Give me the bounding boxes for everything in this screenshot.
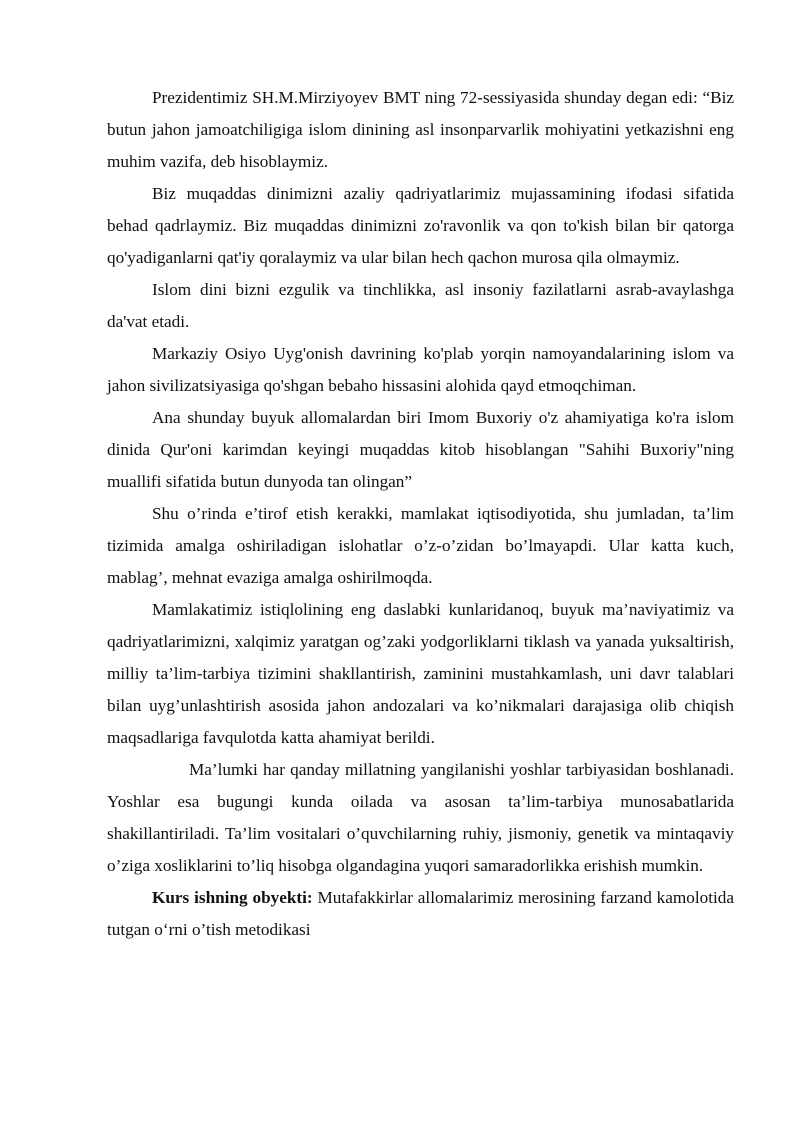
paragraph-education-reforms: Shu o’rinda e’tirof etish kerakki, mamlakat iqtisodiyotida, shu jumladan, ta’lim tizimida amalga oshiriladigan islohatlar o’z-o’zidan bo’lmayapdi. Ular katta kuch, mablag’, mehnat evaziga amalga oshirilmoqda. [107, 504, 734, 587]
course-object-label: Kurs ishning obyekti: [152, 888, 313, 907]
paragraph-islam-goodness: Islom dini bizni ezgulik va tinchlikka, asl insoniy fazilatlarni asrab-avaylashga da'vat etadi. [107, 280, 734, 331]
paragraph-president-quote: Prezidentimiz SH.M.Mirziyoyev BMT ning 72-sessiyasida shunday degan edi: “Biz butun jahon jamoatchiligiga islom dinining asl insonparvarlik mohiyatini yetkazishni eng muhim vazifa, deb hisoblaymiz. [107, 88, 734, 171]
paragraph-imam-bukhari: Ana shunday buyuk allomalardan biri Imom Buxoriy o'z ahamiyatiga ko'ra islom dinida Qur'oni karimdan keyingi muqaddas kitob hisoblangan "Sahihi Buxoriy"ning muallifi sifatida butun dunyoda tan olingan” [107, 408, 734, 491]
paragraph-independence-values: Mamlakatimiz istiqlolining eng daslabki kunlaridanoq, buyuk ma’naviyatimiz va qadriyatlarimizni, xalqimiz yaratgan og’zaki yodgorliklarni tiklash va yanada yuksaltirish, milliy ta’lim-tarbiya tizimini shakllantirish, zaminini mustahkamlash, uni davr talablari bilan uyg’unlashtirish asosida jahon andozalari va ko’nikmalari darajasiga olib chiqish maqsadlariga favqulotda katta ahamiyat berildi. [107, 600, 734, 747]
paragraph-central-asia-renaissance: Markaziy Osiyo Uyg'onish davrining ko'plab yorqin namoyandalarining islom va jahon sivilizatsiyasiga qo'shgan bebaho hissasini alohida qayd etmoqchiman. [107, 344, 734, 395]
course-object-text: Mutafakkirlar allomalarimiz merosining farzand kamolotida tutgan o‘rni o’tish metodikasi [107, 888, 735, 939]
document-page [107, 82, 734, 946]
paragraph-sacred-religion: Biz muqaddas dinimizni azaliy qadriyatlarimiz mujassamining ifodasi sifatida behad qadrlaymiz. Biz muqaddas dinimizni zo'ravonlik va qon to'kish bilan bir qatorga qo'yadiganlarni qat'iy qoralaymiz va ular bilan hech qachon murosa qila olmaymiz. [107, 184, 734, 267]
paragraph-course-object [107, 882, 734, 946]
paragraph-youth-upbringing: Ma’lumki har qanday millatning yangilanishi yoshlar tarbiyasidan boshlanadi. Yoshlar esa bugungi kunda oilada va asosan ta’lim-tarbiya munosabatlarida shakillantiriladi. Ta’lim vositalari o’quvchilarning ruhiy, jismoniy, genetik va mintaqaviy o’ziga xosliklarini to’liq hisobga olgandagina yuqori samaradorlikka erishish mumkin. [107, 760, 734, 875]
